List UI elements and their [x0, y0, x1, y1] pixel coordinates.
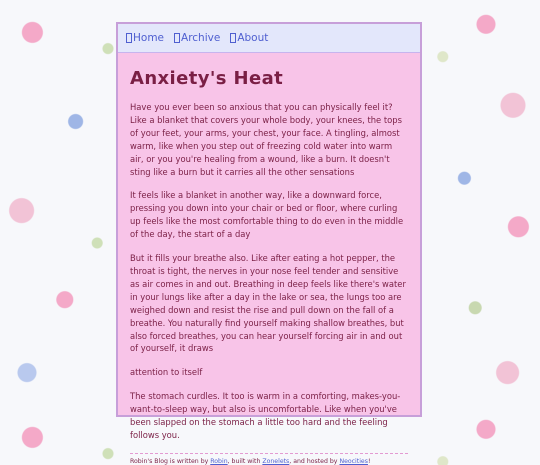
post-paragraph: But it fills your breathe also. Like after eating a hot pepper, the throat is tight, the nerves in your nose feel tender and sensitive as air comes in and out. Breathing in deep feels like there's water in your lungs like after a day in the lake or sea, the lungs too are weighed down and resist the rise and pull down on the fall of a breathe. You naturally find yourself making shallow breathes, but also forced breathes, you can hear yourself forcing air in and out of yourself, it draws [130, 253, 406, 354]
missing-glyph-icon [126, 33, 132, 43]
blog-container [116, 22, 422, 465]
top-nav [118, 24, 420, 53]
footer-mid2: , and hosted by [289, 457, 340, 465]
nav-about-link[interactable] [230, 32, 268, 44]
footer-host-link[interactable]: Neocities [339, 457, 368, 465]
post-paragraph: The stomach curdles. It too is warm in a comforting, makes-you-want-to-sleep way, but also is uncomfortable. Like when you've been slapped on the stomach a little too hard and the feeling follows you. [130, 391, 401, 440]
nav-home-label: Home [133, 32, 165, 44]
footer-author-link[interactable]: Robin [210, 457, 228, 465]
footer-builder-link[interactable]: Zonelets [262, 457, 290, 465]
post-content [118, 53, 420, 465]
missing-glyph-icon [230, 33, 236, 43]
post-paragraph: Have you ever been so anxious that you can physically feel it? Like a blanket that covers your whole body, your knees, the tops of your feet, your arms, your chest, your face. A tingling, almost warm, like when you step out of freezing cold water into warm air, or you you're healing from a wound, like a burn. It doesn't sting like a burn but it carries all the other sensations [130, 102, 402, 177]
footer-prefix: Robin's Blog is written by [130, 457, 211, 465]
site-footer [130, 454, 408, 465]
post-title: Anxiety's Heat [130, 68, 284, 89]
footer-suffix: ! [367, 457, 371, 465]
post-paragraph: It feels like a blanket in another way, like a downward force, pressing you down into your chair or bed or floor, where curling up feels like the most comfortable thing to do even in the middle of the day, the start of a day [130, 190, 404, 240]
footer-mid1: , built with [227, 457, 263, 465]
nav-archive-link[interactable] [174, 32, 220, 44]
nav-home-link[interactable] [126, 32, 164, 44]
post-paragraph: attention to itself [130, 367, 203, 378]
nav-archive-label: Archive [181, 32, 221, 44]
nav-about-label: About [237, 32, 269, 44]
missing-glyph-icon [174, 33, 180, 43]
